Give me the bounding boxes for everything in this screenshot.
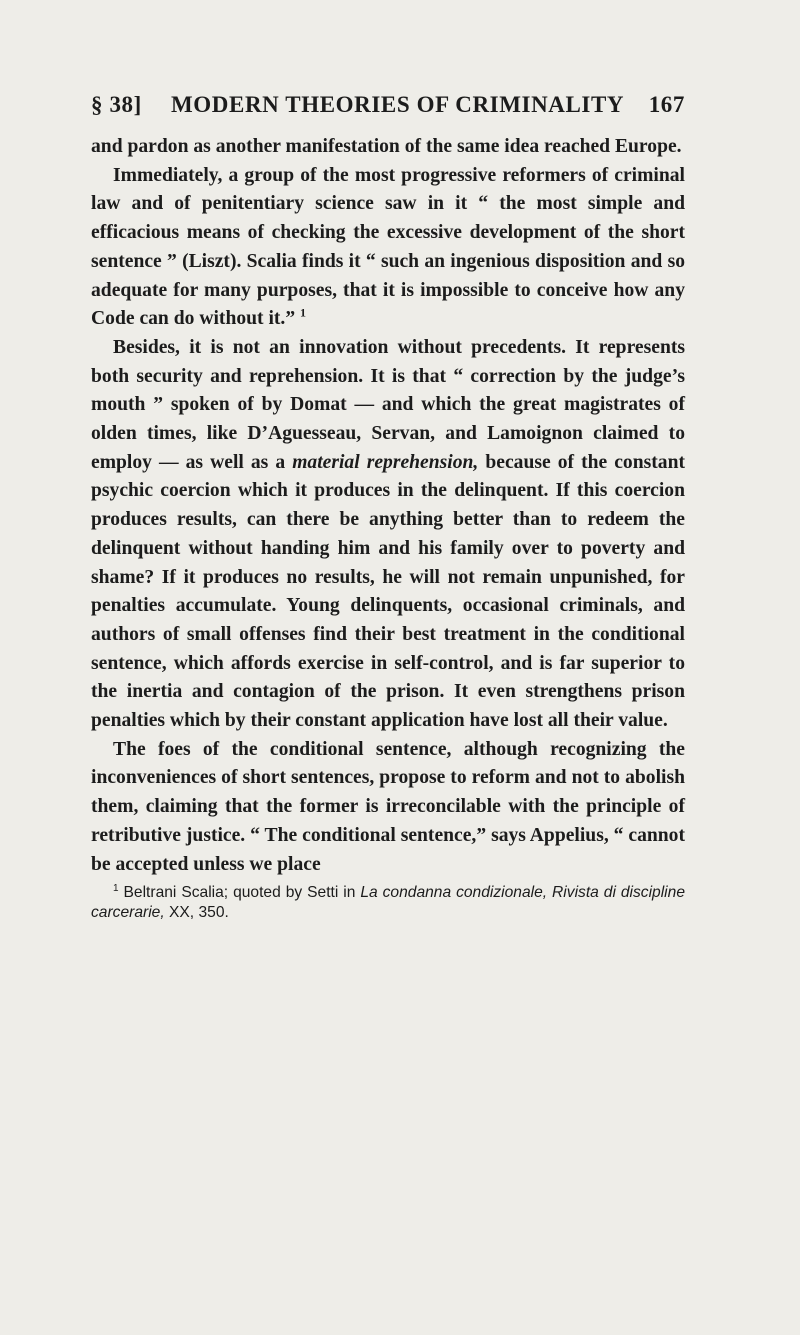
paragraph-text: Besides, it is not an innovation without precedents. It represents both security and reprehension. It is that “ correction by the judge’s mouth ” spoken of by Domat — and which the great magistrates of olden times, like D’Aguesseau, Servan, and Lamoignon claimed to employ — as well as a xyxy=(91,336,685,473)
paragraph-precedents xyxy=(91,334,685,736)
italic-phrase: material reprehension, xyxy=(292,451,479,473)
paragraph-continuation: and pardon as another manifestation of the same idea reached Europe. xyxy=(91,136,682,157)
section-marker: § 38] xyxy=(91,92,142,117)
footnote-reference: 1 xyxy=(300,305,307,320)
footnote-text: Beltrani Scalia; quoted by Setti in xyxy=(123,884,361,902)
running-head xyxy=(91,92,685,126)
footnote xyxy=(91,883,685,923)
chapter-title: MODERN THEORIES OF CRIMINALITY xyxy=(171,92,625,117)
paragraph-foes: The foes of the conditional sentence, although recognizing the inconveniences of short sentences, propose to reform and not to abolish them, claiming that the former is irreconcilable with the principle of retributive justice. “ The conditional sentence,” says Appelius, “ cannot be accepted unless we place xyxy=(91,738,685,875)
book-page xyxy=(91,92,685,923)
body-text xyxy=(91,133,685,879)
paragraph-text: Immediately, a group of the most progressive reformers of criminal law and of penitentiary science saw in it “ the most simple and efficacious means of checking the excessive development of the short sentence ” (Liszt). Scalia finds it “ such an ingenious disposition and so adequate for many purposes, that it is impossible to conceive how any Code can do without it.” xyxy=(91,164,685,330)
footnote-italic-title: La condanna condizionale, Rivista di discipline carcerarie, xyxy=(91,884,685,922)
footnote-text: XX, 350. xyxy=(164,904,229,922)
paragraph-text: because of the constant psychic coercion which it produces in the delinquent. If this coercion produces results, can there be anything better than to redeem the delinquent without handing him and his family over to poverty and shame? If it produces no results, he will not remain unpunished, for penalties accumulate. Young delinquents, occasional criminals, and authors of small offenses find their best treatment in the conditional sentence, which affords exercise in self-control, and is far superior to the inertia and contagion of the prison. It even strengthens prison penalties which by their constant application have lost all their value. xyxy=(91,451,685,732)
page-number: 167 xyxy=(648,92,685,117)
footnote-marker: 1 xyxy=(113,883,119,895)
paragraph-liszt-scalia xyxy=(91,162,685,334)
